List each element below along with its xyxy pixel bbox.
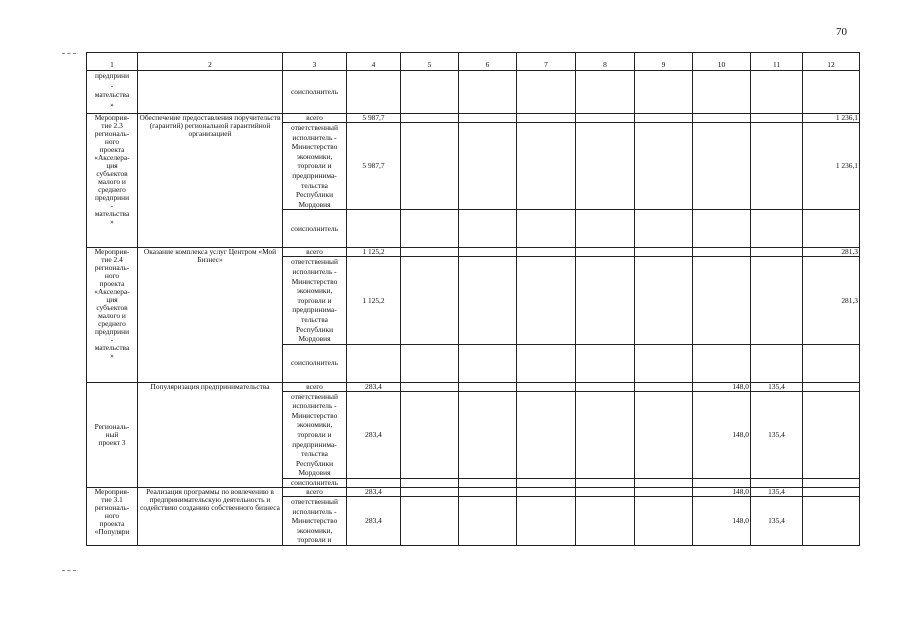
role-cell: всего (283, 488, 347, 497)
description-cell: Обеспечение предоставления поручительств (гарантий) региональной гарантийной организацией (138, 114, 283, 248)
event-name-cell: Мероприя- тие 3.1 региональ- ного проекта «Популяри (87, 488, 138, 546)
role-cell: всего (283, 114, 347, 123)
value-cell: 1 125,2 (347, 248, 401, 257)
role-cell: соисполнитель (283, 479, 347, 488)
scan-mark (62, 570, 76, 571)
header-cell: 10 (693, 53, 751, 71)
role-cell: ответственный исполнитель - Министерство экономики, торговли и предпринима-тельства Республики Мордовия (283, 391, 347, 478)
header-cell: 9 (635, 53, 693, 71)
table-row (87, 248, 860, 257)
value-cell: 135,4 (751, 391, 803, 478)
description-cell (138, 71, 283, 114)
header-cell: 8 (576, 53, 635, 71)
event-name-cell: предприни - мательства » (87, 71, 138, 114)
header-cell: 5 (401, 53, 459, 71)
role-cell: всего (283, 382, 347, 391)
value-cell: 1 236,1 (803, 114, 860, 123)
value-cell: 281,3 (803, 248, 860, 257)
header-cell: 6 (459, 53, 517, 71)
role-cell: всего (283, 248, 347, 257)
header-cell: 12 (803, 53, 860, 71)
table-row (87, 382, 860, 391)
budget-table (86, 52, 860, 546)
role-cell: соисполнитель (283, 344, 347, 382)
value-cell: 1 125,2 (347, 257, 401, 344)
value-cell: 283,4 (347, 382, 401, 391)
event-name-cell: Мероприя- тие 2.3 региональ- ного проекта «Акселера- ция субъектов малого и среднего предприни - мательства » (87, 114, 138, 248)
table-row (87, 114, 860, 123)
value-cell: 135,4 (751, 382, 803, 391)
role-cell: соисполнитель (283, 210, 347, 248)
value-cell: 135,4 (751, 488, 803, 497)
value-cell: 281,3 (803, 257, 860, 344)
value-cell: 148,0 (693, 497, 751, 546)
value-cell: 283,4 (347, 391, 401, 478)
value-cell: 283,4 (347, 488, 401, 497)
header-cell: 11 (751, 53, 803, 71)
header-cell: 4 (347, 53, 401, 71)
header-row (87, 53, 860, 71)
table-row (87, 71, 860, 114)
header-cell: 1 (87, 53, 138, 71)
header-cell: 2 (138, 53, 283, 71)
page-number: 70 (836, 26, 847, 38)
scan-mark (62, 53, 76, 54)
value-cell: 135,4 (751, 497, 803, 546)
role-cell: ответственный исполнитель - Министерство экономики, торговли и (283, 497, 347, 546)
header-cell: 3 (283, 53, 347, 71)
description-cell: Оказание комплекса услуг Центром «Мой Бизнес» (138, 248, 283, 382)
header-cell: 7 (517, 53, 576, 71)
event-name-cell: Мероприя- тие 2.4 региональ- ного проекта «Акселера- ция субъектов малого и среднего предприни - мательства » (87, 248, 138, 382)
table-row (87, 488, 860, 497)
description-cell: Реализация программы по вовлечению в предпринимательскую деятельность и содействию созданию собственного бизнеса (138, 488, 283, 546)
role-cell: ответственный исполнитель - Министерство экономики, торговли и предпринима-тельства Республики Мордовия (283, 257, 347, 344)
value-cell: 1 236,1 (803, 123, 860, 210)
value-cell: 5 987,7 (347, 123, 401, 210)
value-cell: 283,4 (347, 497, 401, 546)
description-cell: Популяризация предпринимательства (138, 382, 283, 487)
value-cell: 148,0 (693, 391, 751, 478)
value-cell: 148,0 (693, 382, 751, 391)
role-cell: соисполнитель (283, 71, 347, 114)
event-name-cell: Региональ- ный проект 3 (87, 382, 138, 487)
value-cell: 148,0 (693, 488, 751, 497)
role-cell: ответственный исполнитель - Министерство экономики, торговли и предпринима-тельства Республики Мордовия (283, 123, 347, 210)
value-cell: 5 987,7 (347, 114, 401, 123)
